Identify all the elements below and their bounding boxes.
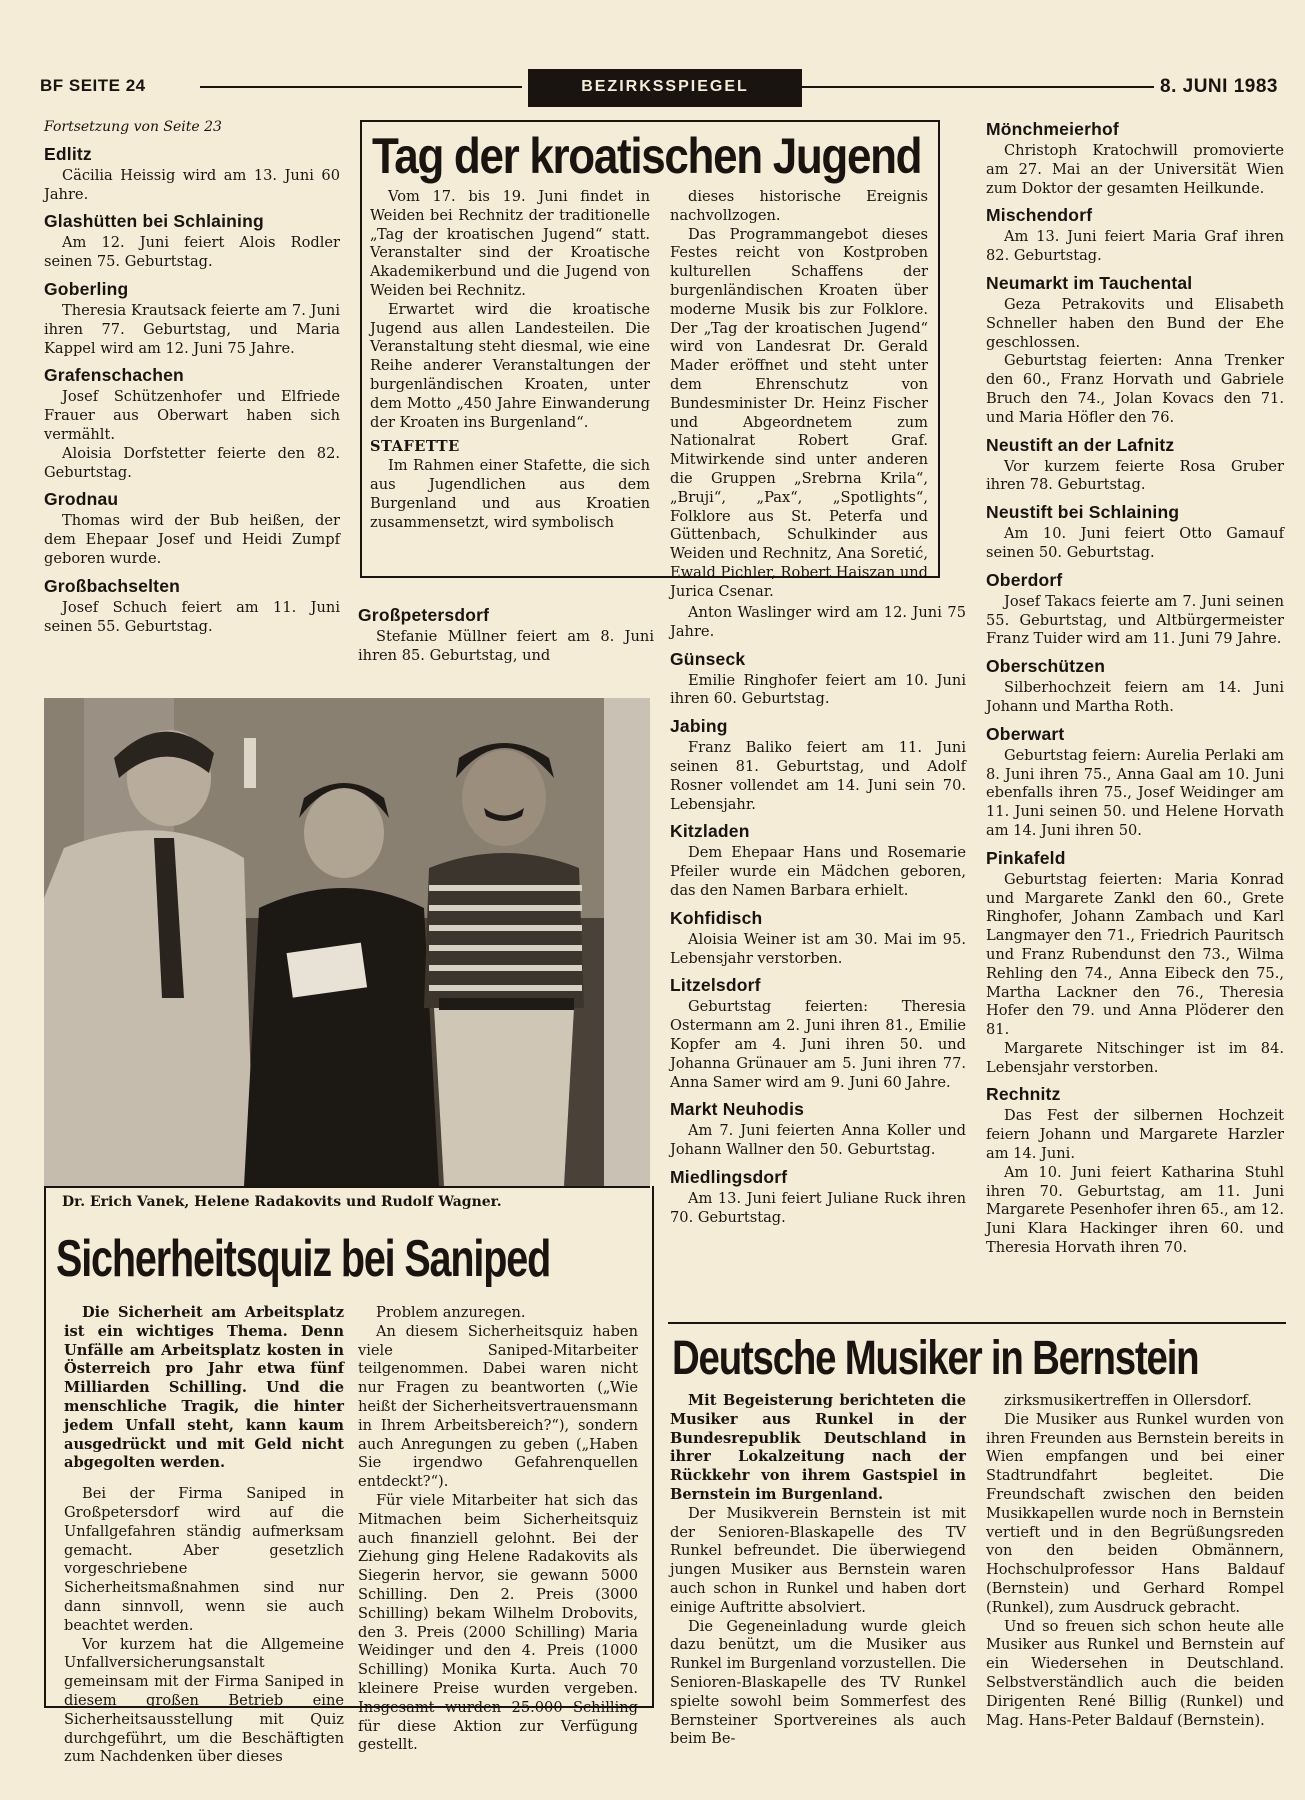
paragraph: An diesem Sicherheitsquiz haben viele Saniped-Mitarbeiter teilgenommen. Dabei waren nicht nur Fragen zu beantworten („Wie heißt der Sicherheitsvertrauensmann in Ihrem Arbeitsbereich?“), sondern auch Anregungen zu geben („Haben Sie irgendwo Gefahrenquellen entdeckt?“). [358,1322,638,1491]
header-rule-left [200,86,522,88]
photo-illustration [44,698,650,1186]
musiker-left-column [670,1392,966,1749]
kroat-right-column [670,188,928,602]
notice-text: Dem Ehepaar Hans und Rosemarie Pfeiler wurde ein Mädchen geboren, das den Namen Barbara erhielt. [670,844,966,899]
paragraph: Bei der Firma Saniped in Großpetersdorf wird auf die Unfallgefahren ständig aufmerksam gemacht. Aber gesetzlich vorgeschriebene Sicherheitsmaßnahmen sind nur dann sinnvoll, wenn sie auch beachtet werden. [64,1485,344,1634]
musiker-right-column [986,1392,1284,1730]
notice-text: Christoph Kratochwill promovierte am 27. Mai an der Universität Wien zum Doktor der gesamten Heilkunde. [986,142,1284,197]
place-heading: Edlitz [44,143,92,164]
paragraph: Die Musiker aus Runkel wurden von ihren Freunden aus Bernstein bereits in Wien empfangen und bei einer Stadtrundfahrt begleitet. Die Freundschaft zwischen den beiden Musikkapellen wurde noch in Bernstein vertieft und in den Begrüßungsreden von den beiden Obmännern, Hochschulprofessor Hans Baldauf (Bernstein) und Gerhard Rompel (Runkel), zum Ausdruck gebracht. [986,1410,1284,1616]
saniped-right-column [358,1304,638,1755]
lead-paragraph: Die Sicherheit am Arbeitsplatz ist ein wichtiges Thema. Denn Unfälle am Arbeitsplatz kosten in Österreich pro Jahr etwa fünf Milliarden Schilling. Und die menschliche Tragik, die hinter jedem Unfall steht, kann kaum ausgedrückt und mit Geld nicht abgegolten werden. [64,1304,344,1472]
place-heading: Pinkafeld [986,847,1066,868]
place-heading: Oberdorf [986,569,1063,590]
notice-text: Geburtstag feierten: Anna Trenker den 60., Franz Horvath und Gabriele Bruch den 74., Jolan Kovacs den 71. und Maria Höfler den 76. [986,352,1284,426]
header-rule-right [802,86,1154,88]
place-heading: Oberwart [986,723,1065,744]
headline-musiker: Deutsche Musiker in Bernstein [672,1332,1199,1385]
paragraph: Vom 17. bis 19. Juni findet in Weiden bei Rechnitz der traditionelle „Tag der kroatischen Jugend“ statt. Veranstalter sind der Kroatische Akademikerbund und die Jugend von Weiden bei Rechnitz. [370,188,650,299]
article-kroatische-jugend [360,120,940,600]
paragraph: Vor kurzem hat die Allgemeine Unfallversicherungsanstalt gemeinsam mit der Firma Saniped in diesem großen Betrieb eine Sicherheitsausstellung mit Quiz durchgeführt, um die Beschäftigten zum Nachdenken über dieses [64,1635,344,1766]
place-heading: Markt Neuhodis [670,1099,805,1120]
notice-text: Emilie Ringhofer feiert am 10. Juni ihren 60. Geburtstag. [670,671,966,708]
column-1 [44,118,340,636]
place-heading: Goberling [44,278,129,299]
notice-text: Josef Schützenhofer und Elfriede Frauer aus Oberwart haben sich vermählt. [44,388,340,443]
place-heading: Kohfidisch [670,907,763,928]
column-4 [986,118,1284,1258]
spacer [64,1473,344,1485]
place-heading: Grodnau [44,489,119,510]
notice-text: Stefanie Müllner feiert am 8. Juni ihren 85. Geburtstag, und [358,628,654,664]
notice-text: Margarete Nitschinger ist im 84. Lebensjahr verstorben. [986,1039,1284,1076]
place-heading: Großpetersdorf [358,605,490,625]
place-heading: Neustift an der Lafnitz [986,434,1175,455]
notice-text: Theresia Krautsack feierte am 7. Juni ihren 77. Geburtstag, und Maria Kappel wird am 12. Juni 75 Jahre. [44,301,340,357]
notice-text: Aloisia Weiner ist am 30. Mai im 95. Lebensjahr verstorben. [670,930,966,967]
place-heading: Neumarkt im Tauchental [986,272,1193,293]
headline-kroatische-jugend: Tag der kroatischen Jugend [372,128,922,184]
paragraph: Für viele Mitarbeiter hat sich das Mitmachen beim Sicherheitsquiz auch finanziell gelohnt. Bei der Ziehung ging Helene Radakovits als Siegerin hervor, sie gewann 5000 Schilling. Den 2. Preis (3000 Schilling) bekam Wilhelm Drobovits, den 3. Preis (2000 Schilling) Maria Weidinger und den 4. Preis (1000 Schilling) Monika Kurta. Auch 70 kleinere Preise wurden vergeben. Insgesamt wurden 25.000 Schilling für diese Aktion zur Verfügung gestellt. [358,1491,638,1754]
headline-saniped: Sicherheitsquiz bei Saniped [56,1230,551,1288]
section-banner: BEZIRKSSPIEGEL [528,69,802,107]
notice-text: Am 13. Juni feiert Juliane Ruck ihren 70. Geburtstag. [670,1189,966,1226]
kroat-left-column [370,188,650,532]
issue-date: 8. JUNI 1983 [1160,76,1278,97]
paragraph: Das Programmangebot dieses Festes reicht von Kostproben kulturellen Schaffens der burgenländischen Kroaten über moderne Musik bis zur Folklore. Der „Tag der kroatischen Jugend“ wird von Landesrat Dr. Gerald Mader eröffnet und steht unter dem Ehrenschutz von Bundesminister Dr. Heinz Fischer und Abgeordnetem zum Nationalrat Robert Graf. Mitwirkende sind unter anderen die Gruppen „Srebrna Krila“, „Bruji“, „Pax“, „Spotlights“, Folklore aus St. Peterfa und Güttenbach, Schulkinder aus Weiden und Rechnitz, Ana Soretić, Ewald Pichler, Robert Haiszan und Jurica Csenar. [670,225,928,600]
place-heading: Großbachselten [44,575,181,596]
paragraph: Erwartet wird die kroatische Jugend aus allen Landesteilen. Die Veranstaltung steht diesmal, wie eine Reihe anderer Veranstaltungen der burgenländischen Kroaten, unter dem Motto „450 Jahre Einwanderung der Kroaten ins Burgenland“. [370,300,650,431]
notice-text: Cäcilia Heissig wird am 13. Juni 60 Jahre. [44,166,340,203]
column-2-mid [358,604,654,666]
place-heading: Oberschützen [986,656,1106,677]
article-saniped [44,1186,654,1766]
notice-text: Das Fest der silbernen Hochzeit feiern Johann und Margarete Harzler am 14. Juni. [986,1107,1284,1163]
notice-text: Franz Baliko feiert am 11. Juni seinen 81. Geburtstag, und Adolf Rosner vollendet am 14. Juni sein 70. Lebensjahr. [670,739,966,813]
paragraph: Die Gegeneinladung wurde gleich dazu benützt, um die Musiker aus Runkel im Burgenland vorzustellen. Die Senioren-Blaskapelle des TV Runkel spielte sowohl beim Sommerfest des Bernsteiner Sportvereines als auch beim Be- [670,1617,966,1748]
column-3 [670,604,966,1228]
photo-caption: Dr. Erich Vanek, Helene Radakovits und Rudolf Wagner. [62,1194,502,1210]
saniped-left-column [64,1304,344,1767]
photo-three-people [44,698,650,1186]
notice-text: Am 7. Juni feierten Anna Koller und Johann Wallner den 50. Geburtstag. [670,1122,966,1159]
notice-text: Geza Petrakovits und Elisabeth Schneller haben den Bund der Ehe geschlossen. [986,295,1284,351]
paragraph: Und so freuen sich schon heute alle Musiker aus Runkel und Bernstein auf ein Wiedersehen in Deutschland. Selbstverständlich auch die beiden Dirigenten René Billig (Runkel) und Mag. Hans-Peter Baldauf (Bernstein). [986,1617,1284,1729]
place-heading: Neustift bei Schlaining [986,502,1180,523]
notice-text: Josef Schuch feiert am 11. Juni seinen 55. Geburtstag. [44,598,340,635]
notice-text: Josef Takacs feierte am 7. Juni seinen 55. Geburtstag, und Altbürgermeister Franz Tuider wird am 11. Juni 79 Jahre. [986,592,1284,648]
place-heading: Litzelsdorf [670,975,761,996]
subhead-stafette: STAFETTE [370,438,460,456]
place-heading: Mischendorf [986,205,1093,226]
notice-text: Thomas wird der Bub heißen, der dem Ehepaar Josef und Heidi Zumpf geboren wurde. [44,512,340,567]
notice-text: Anton Waslinger wird am 12. Juni 75 Jahre. [670,604,966,640]
notice-text: Vor kurzem feierte Rosa Gruber ihren 78. Geburtstag. [986,457,1284,494]
paragraph: Der Musikverein Bernstein ist mit der Senioren-Blaskapelle des TV Runkel befreundet. Die überwiegend jungen Musiker aus Bernstein waren auch schon in Runkel und haben dort einige Auftritte absolviert. [670,1504,966,1616]
place-heading: Rechnitz [986,1084,1061,1105]
notice-text: Aloisia Dorfstetter feierte den 82. Geburtstag. [44,444,340,481]
place-heading: Kitzladen [670,821,750,842]
paragraph: Im Rahmen einer Stafette, die sich aus Jugendlichen aus dem Burgenland und aus Kroatien zusammensetzt, wird symbolisch [370,457,650,531]
paragraph: dieses historische Ereignis nachvollzogen. [670,188,928,224]
musiker-top-rule [668,1322,1286,1324]
place-heading: Glashütten bei Schlaining [44,211,264,232]
place-heading: Mönchmeierhof [986,119,1119,139]
notice-text: Am 10. Juni feiert Otto Gamauf seinen 50. Geburtstag. [986,525,1284,561]
notice-text: Geburtstag feiern: Aurelia Perlaki am 8. Juni ihren 75., Anna Gaal am 10. Juni ebenfalls ihren 75., Josef Weidinger am 11. Juni seinen 50. und Helene Horvath am 14. Juni ihren 50. [986,746,1284,839]
notice-text: Am 13. Juni feiert Maria Graf ihren 82. Geburtstag. [986,228,1284,265]
notice-text: Am 12. Juni feiert Alois Rodler seinen 75. Geburtstag. [44,234,340,271]
notice-text: Geburtstag feierten: Maria Konrad und Margarete Zankl den 60., Grete Ringhofer, Johann Zambach und Karl Langmayer den 71., Friedrich Pauritsch und Franz Rubendunst den 73., Wilma Rehling den 74., Anna Eibeck den 75., Martha Lackner den 76., Theresia Hofer den 79. und Anna Plöderer den 81. [986,870,1284,1039]
lead-paragraph: Mit Begeisterung berichteten die Musiker aus Runkel in der Bundesrepublik Deutschland in ihrer Lokalzeitung nach der Rückkehr von ihrem Gastspiel in Bernstein im Burgenland. [670,1392,966,1503]
place-heading: Jabing [670,716,728,737]
place-heading: Grafenschachen [44,365,184,386]
paragraph: zirksmusikertreffen in Ollersdorf. [1004,1392,1252,1409]
continuation-note: Fortsetzung von Seite 23 [44,119,222,135]
page-label: BF SEITE 24 [40,76,146,95]
paragraph: Problem anzuregen. [376,1304,526,1321]
notice-text: Am 10. Juni feiert Katharina Stuhl ihren 70. Geburtstag, am 11. Juni Margarete Pesenhofer ihren 65., am 12. Juni Klara Hackinger ihren 60. und Theresia Horvath ihren 70. [986,1163,1284,1257]
place-heading: Günseck [670,648,746,669]
notice-text: Geburtstag feierten: Theresia Ostermann am 2. Juni ihren 81., Emilie Kopfer am 4. Juni ihren 50. und Johanna Grünauer am 5. Juni ihren 77. Anna Samer wird am 9. Juni 60 Jahre. [670,998,966,1091]
place-heading: Miedlingsdorf [670,1166,788,1187]
notice-text: Silberhochzeit feiern am 14. Juni Johann und Martha Roth. [986,679,1284,715]
